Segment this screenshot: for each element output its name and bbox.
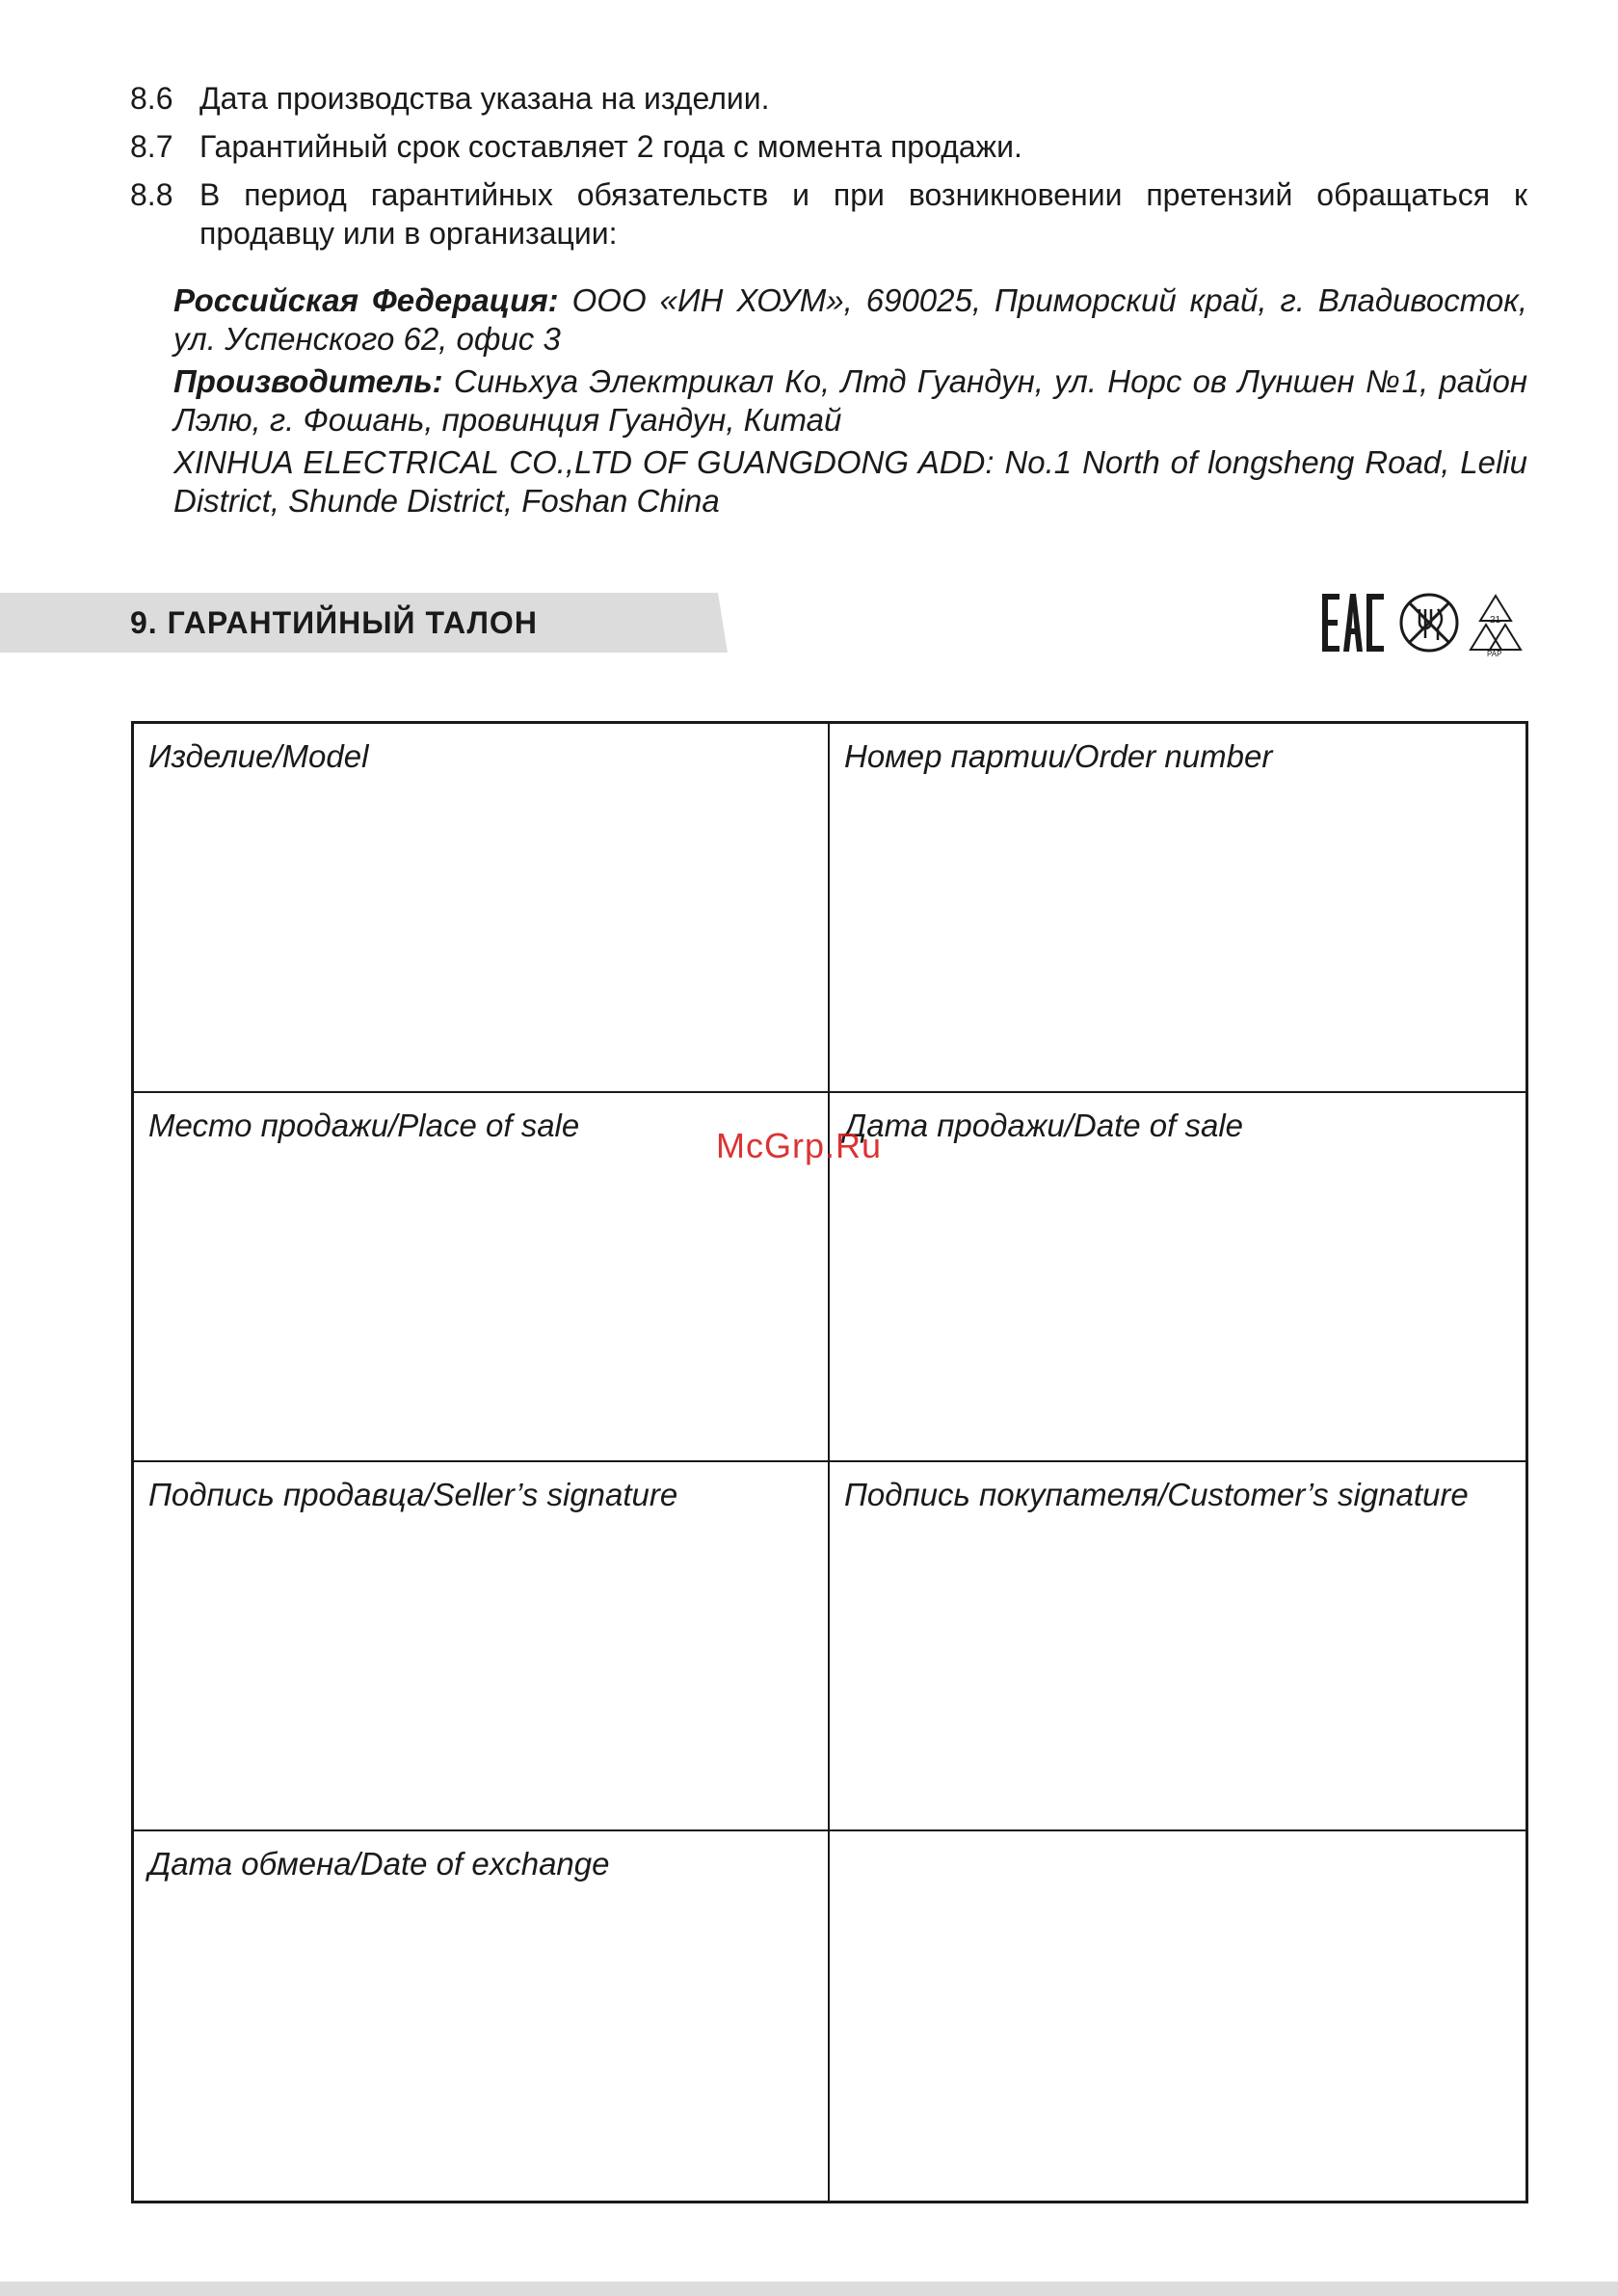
clause-text: В период гарантийных обязательств и при возникновении претензий обращаться к продавцу или в организации: (199, 177, 1527, 251)
clause-number: 8.6 (130, 81, 173, 116)
clause-number: 8.7 (130, 129, 173, 164)
warranty-clauses (130, 79, 1527, 262)
manufacturer-text: Синьхуа Электрикал Ко, Лтд Гуандун, ул. Норс ов Луншен №1, район Лэлю, г. Фошань, провинция Гуандун, Китай (173, 363, 1527, 438)
cell-model[interactable]: Изделие/Model (134, 724, 830, 1093)
clause-text: Гарантийный срок составляет 2 года с момента продажи. (199, 129, 1022, 164)
clause-8-7 (130, 127, 1527, 166)
manufacturer-label: Производитель: (173, 363, 443, 399)
cell-seller-signature[interactable]: Подпись продавца/Seller’s signature (134, 1462, 830, 1831)
cell-customer-signature[interactable]: Подпись покупателя/Customer’s signature (830, 1462, 1525, 1831)
russia-address (173, 281, 1527, 359)
recycle-code: 21 (1490, 615, 1501, 626)
section-title: 9. ГАРАНТИЙНЫЙ ТАЛОН (130, 605, 538, 640)
eac-mark-icon (1322, 594, 1384, 652)
watermark: McGrp.Ru (716, 1126, 883, 1165)
cell-date-of-exchange[interactable]: Дата обмена/Date of exchange (134, 1831, 830, 2201)
cell-order-number[interactable]: Номер партии/Order number (830, 724, 1525, 1093)
contact-addresses (173, 281, 1527, 524)
certification-marks (1320, 588, 1527, 657)
cell-empty[interactable] (830, 1831, 1525, 2201)
footer-rule (0, 2282, 1618, 2296)
russia-text: ООО «ИН ХОУМ», 690025, Приморский край, г. Владивосток, ул. Успенского 62, офис 3 (173, 282, 1527, 357)
warranty-card-table (131, 721, 1528, 2203)
recycle-icon (1471, 596, 1521, 657)
clause-number: 8.8 (130, 177, 173, 212)
clause-8-8 (130, 175, 1527, 253)
cell-date-of-sale[interactable]: Дата продажи/Date of sale (830, 1093, 1525, 1462)
russia-label: Российская Федерация: (173, 282, 559, 318)
cell-place-of-sale[interactable]: Место продажи/Place of sale (134, 1093, 830, 1462)
recycle-label: PAP (1487, 650, 1502, 657)
clause-text: Дата производства указана на изделии. (199, 81, 770, 116)
manufacturer-address-en: XINHUA ELECTRICAL CO.,LTD OF GUANGDONG ADD: No.1 North of longsheng Road, Leliu District, Shunde District, Foshan China (173, 444, 1527, 519)
clause-8-6 (130, 79, 1527, 118)
not-food-contact-icon (1401, 595, 1457, 651)
manufacturer-address (173, 362, 1527, 440)
